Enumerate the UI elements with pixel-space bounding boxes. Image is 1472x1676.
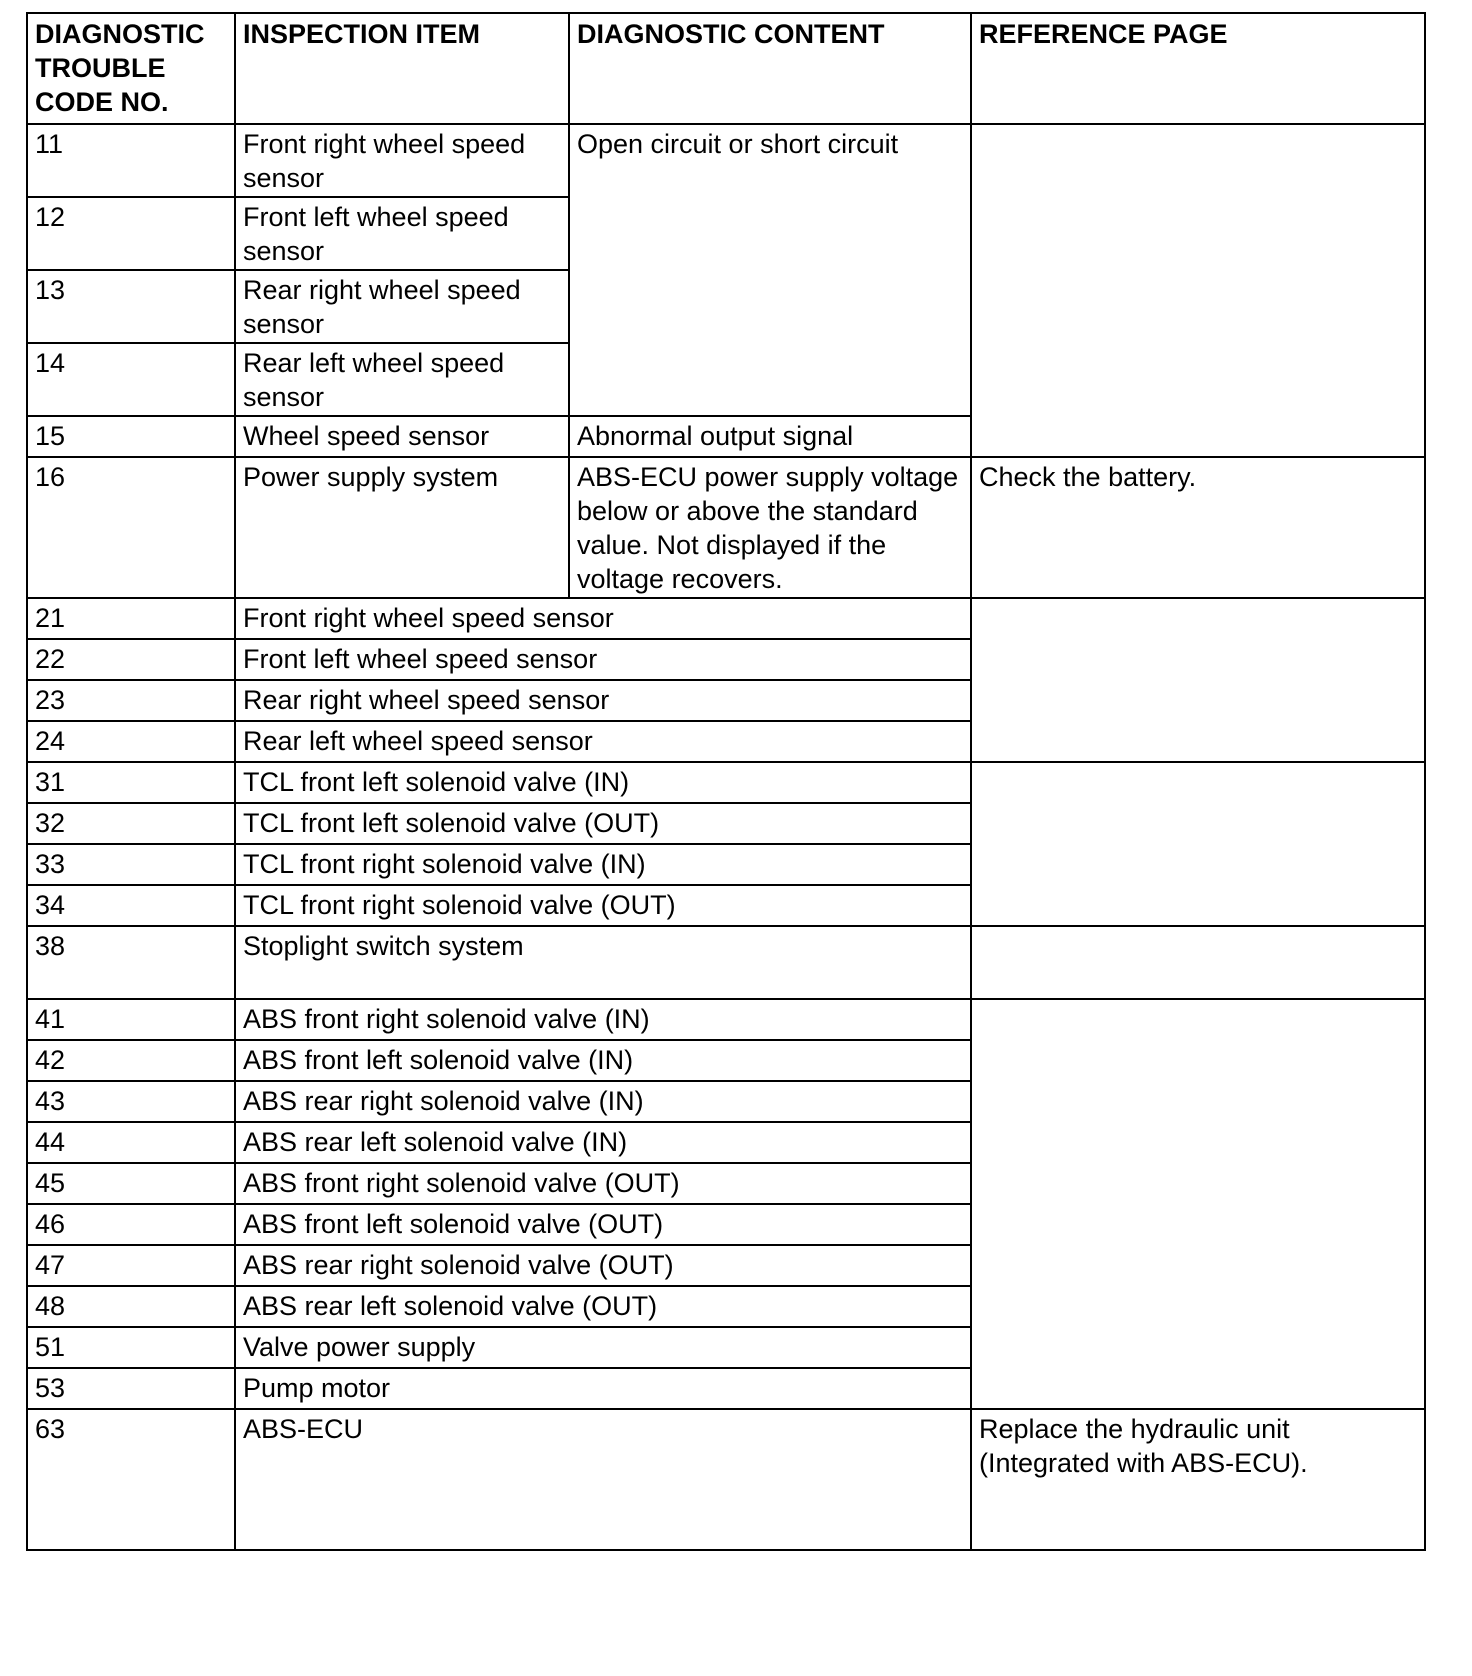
code-cell: 34	[27, 885, 235, 926]
item-cell: Power supply system	[235, 457, 569, 598]
content-cell: Abnormal output signal	[569, 416, 971, 457]
item-cell: ABS front right solenoid valve (OUT)	[235, 1163, 971, 1204]
item-cell: Stoplight switch system	[235, 926, 971, 999]
header-code-line1: DIAGNOSTIC	[35, 19, 205, 49]
code-cell: 31	[27, 762, 235, 803]
item-cell: Front left wheel speed sensor	[235, 197, 569, 270]
table-row	[27, 1409, 1425, 1550]
table-row	[27, 926, 1425, 999]
header-reference-page: REFERENCE PAGE	[971, 13, 1425, 124]
table-row	[27, 598, 1425, 639]
code-cell: 63	[27, 1409, 235, 1550]
code-cell: 12	[27, 197, 235, 270]
table-row	[27, 457, 1425, 598]
code-cell: 16	[27, 457, 235, 598]
reference-cell-empty	[971, 762, 1425, 926]
header-diagnostic-content: DIAGNOSTIC CONTENT	[569, 13, 971, 124]
code-cell: 21	[27, 598, 235, 639]
code-cell: 11	[27, 124, 235, 197]
reference-cell: Replace the hydraulic unit (Integrated with ABS-ECU).	[971, 1409, 1425, 1550]
item-cell: ABS rear left solenoid valve (OUT)	[235, 1286, 971, 1327]
code-cell: 51	[27, 1327, 235, 1368]
item-cell: Rear right wheel speed sensor	[235, 270, 569, 343]
item-cell: Valve power supply	[235, 1327, 971, 1368]
code-cell: 33	[27, 844, 235, 885]
item-cell: Wheel speed sensor	[235, 416, 569, 457]
code-cell: 22	[27, 639, 235, 680]
item-cell: Front left wheel speed sensor	[235, 639, 971, 680]
item-cell: Rear left wheel speed sensor	[235, 343, 569, 416]
item-cell: ABS front left solenoid valve (OUT)	[235, 1204, 971, 1245]
reference-cell-empty	[971, 926, 1425, 999]
item-cell: TCL front right solenoid valve (OUT)	[235, 885, 971, 926]
content-cell: Open circuit or short circuit	[569, 124, 971, 416]
code-cell: 24	[27, 721, 235, 762]
code-cell: 53	[27, 1368, 235, 1409]
code-cell: 42	[27, 1040, 235, 1081]
code-cell: 48	[27, 1286, 235, 1327]
header-inspection-item: INSPECTION ITEM	[235, 13, 569, 124]
code-cell: 43	[27, 1081, 235, 1122]
content-cell: ABS-ECU power supply voltage below or above the standard value. Not displayed if the voltage recovers.	[569, 457, 971, 598]
item-cell: TCL front left solenoid valve (IN)	[235, 762, 971, 803]
diagnostic-trouble-code-table	[26, 12, 1426, 1551]
reference-cell-empty	[971, 999, 1425, 1409]
header-row	[27, 13, 1425, 124]
code-cell: 47	[27, 1245, 235, 1286]
table-row	[27, 762, 1425, 803]
item-cell: Rear right wheel speed sensor	[235, 680, 971, 721]
item-cell: Front right wheel speed sensor	[235, 598, 971, 639]
table-row	[27, 999, 1425, 1040]
code-cell: 38	[27, 926, 235, 999]
code-cell: 44	[27, 1122, 235, 1163]
item-cell: TCL front left solenoid valve (OUT)	[235, 803, 971, 844]
code-cell: 32	[27, 803, 235, 844]
item-cell: ABS rear right solenoid valve (OUT)	[235, 1245, 971, 1286]
item-cell: ABS rear right solenoid valve (IN)	[235, 1081, 971, 1122]
item-cell: Rear left wheel speed sensor	[235, 721, 971, 762]
code-cell: 15	[27, 416, 235, 457]
header-code	[27, 13, 235, 124]
reference-cell: Check the battery.	[971, 457, 1425, 598]
item-cell: Front right wheel speed sensor	[235, 124, 569, 197]
code-cell: 46	[27, 1204, 235, 1245]
reference-cell-empty	[971, 124, 1425, 457]
code-cell: 13	[27, 270, 235, 343]
header-code-line3: CODE NO.	[35, 87, 169, 117]
item-cell: Pump motor	[235, 1368, 971, 1409]
reference-cell-empty	[971, 598, 1425, 762]
header-code-line2: TROUBLE	[35, 53, 166, 83]
code-cell: 41	[27, 999, 235, 1040]
code-cell: 45	[27, 1163, 235, 1204]
item-cell: ABS rear left solenoid valve (IN)	[235, 1122, 971, 1163]
code-cell: 14	[27, 343, 235, 416]
item-cell: ABS-ECU	[235, 1409, 971, 1550]
item-cell: TCL front right solenoid valve (IN)	[235, 844, 971, 885]
code-cell: 23	[27, 680, 235, 721]
table-row	[27, 124, 1425, 197]
item-cell: ABS front right solenoid valve (IN)	[235, 999, 971, 1040]
item-cell: ABS front left solenoid valve (IN)	[235, 1040, 971, 1081]
